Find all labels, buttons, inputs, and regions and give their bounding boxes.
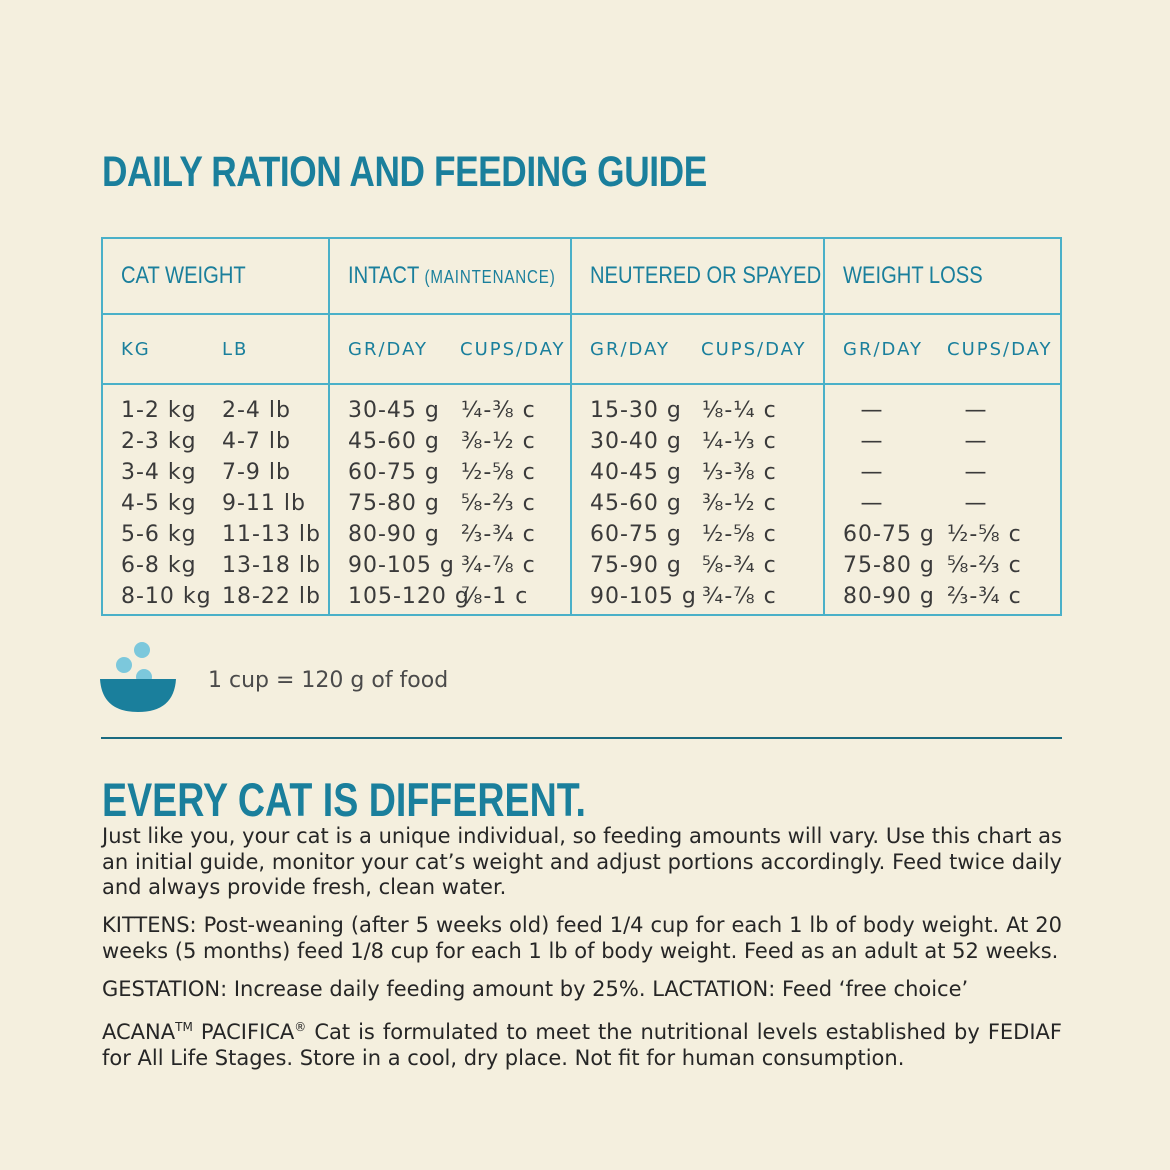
- column-cat-weight: [102, 384, 329, 615]
- table-row: [590, 457, 823, 488]
- table-row: [348, 457, 570, 488]
- cups-cell: ⅓-⅜ c: [702, 460, 777, 485]
- intro-paragraph: Just like you, your cat is a unique individual, so feeding amounts will vary. Use this chart as an initial guide, monitor your cat’s weight and adjust portions accordingly. Feed twice daily and always provide fresh, clean water.: [102, 824, 1062, 899]
- table-row: [348, 426, 570, 457]
- weight-lb-cell: 4-7 lb: [222, 429, 292, 454]
- table-row: [348, 488, 570, 519]
- subheader-intact: [329, 314, 571, 384]
- cups-cell: ⅔-¾ c: [461, 522, 536, 547]
- column-weight-loss: [824, 384, 1061, 615]
- table-row: [121, 457, 328, 488]
- weight-kg-cell: 3-4 kg: [121, 460, 197, 485]
- cups-cell: ⅝-⅔ c: [461, 491, 536, 516]
- weight-kg-cell: 2-3 kg: [121, 429, 197, 454]
- cups-cell: ⅞-1 c: [461, 584, 529, 609]
- header-weight-loss: WEIGHT LOSS: [824, 238, 1061, 314]
- cups-cell: ⅝-⅔ c: [947, 553, 1022, 578]
- table-row: [843, 457, 1060, 488]
- table-row: [121, 519, 328, 550]
- column-neutered: [571, 384, 824, 615]
- grams-cell: 90-105 g: [348, 553, 455, 578]
- cups-cell: ¾-⅞ c: [461, 553, 536, 578]
- page-title: DAILY RATION AND FEEDING GUIDE: [102, 148, 707, 196]
- table-row: [348, 550, 570, 581]
- table-row: [121, 426, 328, 457]
- grams-cell: 60-75 g: [590, 522, 682, 547]
- cups-cell: ⅝-¾ c: [702, 553, 777, 578]
- subheader-gr-day: GR/DAY: [843, 338, 923, 360]
- header-cat-weight: CAT WEIGHT: [102, 238, 329, 314]
- section-title: EVERY CAT IS DIFFERENT.: [102, 773, 586, 826]
- cups-cell: ⅜-½ c: [702, 491, 777, 516]
- cups-cell: ¾-⅞ c: [702, 584, 777, 609]
- header-neutered: NEUTERED OR SPAYED: [571, 238, 824, 314]
- grams-cell: 75-80 g: [348, 491, 440, 516]
- gestation-paragraph: GESTATION: Increase daily feeding amount by 25%. LACTATION: Feed ‘free choice’: [102, 977, 969, 1001]
- subheader-kg: KG: [121, 338, 151, 360]
- table-row: [348, 395, 570, 426]
- weight-lb-cell: 18-22 lb: [222, 584, 321, 609]
- table-row: [121, 395, 328, 426]
- table-row: [843, 581, 1060, 612]
- subheader-neutered: [571, 314, 824, 384]
- table-row: [843, 488, 1060, 519]
- grams-cell: 60-75 g: [348, 460, 440, 485]
- cups-cell: ⅛-¼ c: [702, 398, 777, 423]
- table-row: [590, 395, 823, 426]
- cups-cell: ½-⅝ c: [702, 522, 777, 547]
- grams-cell: 80-90 g: [348, 522, 440, 547]
- grams-cell: —: [860, 491, 884, 516]
- formulation-paragraph: [102, 1015, 1062, 1071]
- divider: [101, 737, 1062, 739]
- trademark: TM: [175, 1020, 193, 1034]
- grams-cell: 40-45 g: [590, 460, 682, 485]
- table-row: [590, 426, 823, 457]
- grams-cell: 80-90 g: [843, 584, 935, 609]
- kittens-paragraph: KITTENS: Post-weaning (after 5 weeks old) feed 1/4 cup for each 1 lb of body weight. At 20 weeks (5 months) feed 1/8 cup for each 1 lb of body weight. Feed as an adult at 52 weeks.: [102, 913, 1062, 963]
- weight-lb-cell: 7-9 lb: [222, 460, 292, 485]
- weight-kg-cell: 5-6 kg: [121, 522, 197, 547]
- weight-lb-cell: 2-4 lb: [222, 398, 292, 423]
- cups-cell: ¼-⅓ c: [702, 429, 777, 454]
- grams-cell: —: [860, 429, 884, 454]
- column-intact: [329, 384, 571, 615]
- brand-name: ACANA: [102, 1020, 176, 1044]
- grams-cell: 15-30 g: [590, 398, 682, 423]
- cups-cell: —: [964, 398, 988, 423]
- table-row: [121, 550, 328, 581]
- weight-kg-cell: 8-10 kg: [121, 584, 212, 609]
- subheader-cups-day: CUPS/DAY: [701, 338, 807, 360]
- table-row: [843, 550, 1060, 581]
- cups-cell: ½-⅝ c: [947, 522, 1022, 547]
- table-row: [348, 581, 570, 612]
- grams-cell: 60-75 g: [843, 522, 935, 547]
- grams-cell: —: [860, 460, 884, 485]
- subheader-cups-day: CUPS/DAY: [947, 338, 1053, 360]
- grams-cell: 75-80 g: [843, 553, 935, 578]
- grams-cell: 30-40 g: [590, 429, 682, 454]
- subheader-weight-loss: [824, 314, 1061, 384]
- grams-cell: 105-120 g: [348, 584, 470, 609]
- weight-kg-cell: 4-5 kg: [121, 491, 197, 516]
- cups-cell: ⅔-¾ c: [947, 584, 1022, 609]
- product-name: PACIFICA: [200, 1020, 295, 1044]
- weight-lb-cell: 9-11 lb: [222, 491, 306, 516]
- weight-kg-cell: 1-2 kg: [121, 398, 197, 423]
- table-row: [843, 426, 1060, 457]
- weight-lb-cell: 11-13 lb: [222, 522, 321, 547]
- header-intact-note: (MAINTENANCE): [424, 267, 556, 287]
- grams-cell: 90-105 g: [590, 584, 697, 609]
- cups-cell: ¼-⅜ c: [461, 398, 536, 423]
- table-row: [590, 581, 823, 612]
- cups-cell: ½-⅝ c: [461, 460, 536, 485]
- cups-cell: —: [964, 491, 988, 516]
- table-row: [590, 550, 823, 581]
- grams-cell: —: [860, 398, 884, 423]
- weight-kg-cell: 6-8 kg: [121, 553, 197, 578]
- header-intact: INTACT (MAINTENANCE): [329, 238, 571, 314]
- subheader-lb: LB: [222, 338, 249, 360]
- table-row: [348, 519, 570, 550]
- table-row: [590, 488, 823, 519]
- grams-cell: 75-90 g: [590, 553, 682, 578]
- cups-cell: —: [964, 429, 988, 454]
- subheader-gr-day: GR/DAY: [348, 338, 428, 360]
- table-row: [121, 488, 328, 519]
- cups-cell: —: [964, 460, 988, 485]
- weight-lb-cell: 13-18 lb: [222, 553, 321, 578]
- feeding-table: [101, 237, 1062, 616]
- table-row: [590, 519, 823, 550]
- subheader-cups-day: CUPS/DAY: [460, 338, 566, 360]
- table-row: [843, 395, 1060, 426]
- table-row: [843, 519, 1060, 550]
- table-row: [121, 581, 328, 612]
- registered-mark: ®: [294, 1020, 307, 1034]
- cup-conversion-note: 1 cup = 120 g of food: [208, 668, 449, 693]
- food-bowl-icon: [99, 640, 179, 715]
- grams-cell: 30-45 g: [348, 398, 440, 423]
- subheader-gr-day: GR/DAY: [590, 338, 670, 360]
- subheader-cat-weight: [102, 314, 329, 384]
- cups-cell: ⅜-½ c: [461, 429, 536, 454]
- grams-cell: 45-60 g: [348, 429, 440, 454]
- formulation-text: Cat is formulated to meet the nutritional levels established by FEDIAF for All Life Stages. Store in a cool, dry place. Not fit for human consumption.: [102, 1020, 1062, 1070]
- grams-cell: 45-60 g: [590, 491, 682, 516]
